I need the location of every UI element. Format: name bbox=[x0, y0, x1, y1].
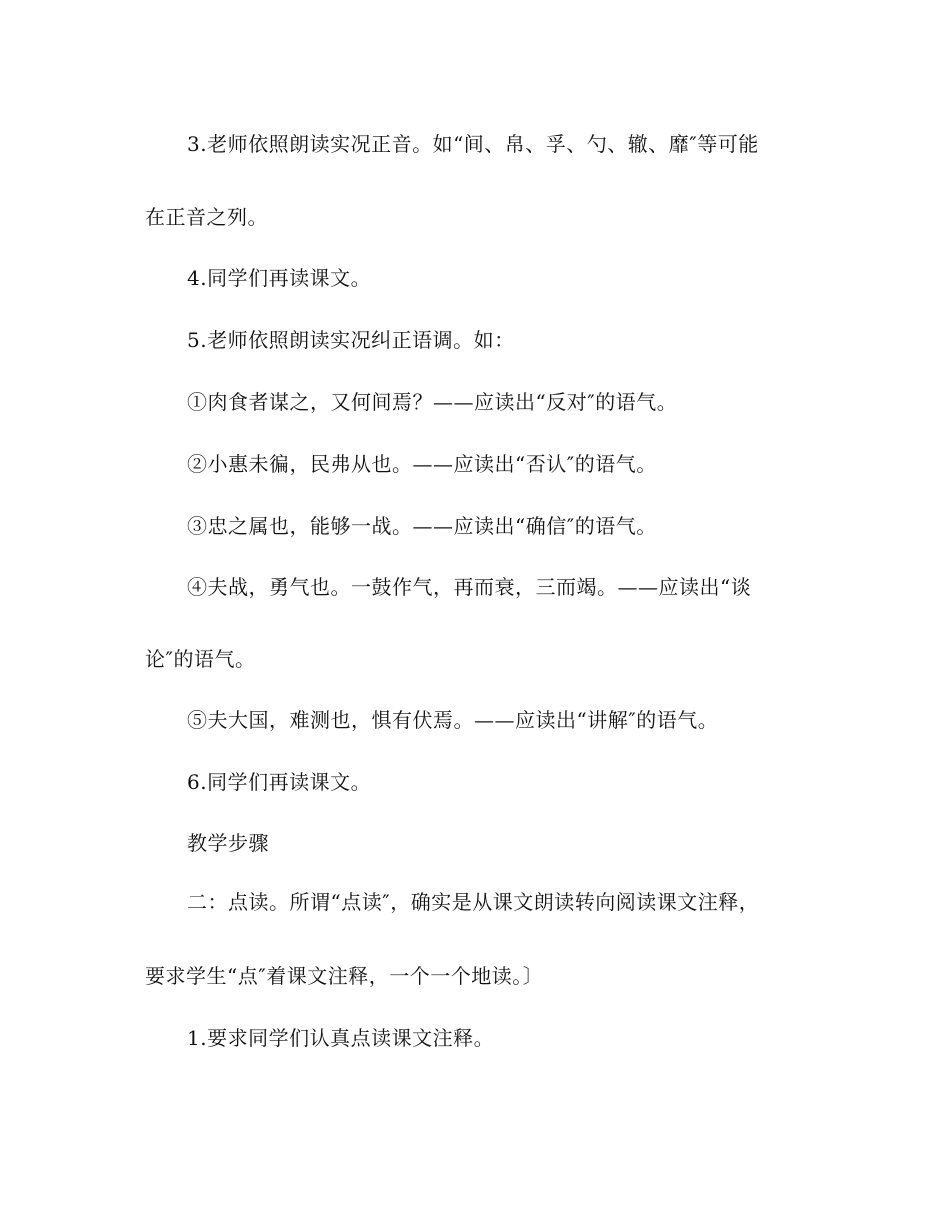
example-item-1: ①肉食者谋之，又何间焉？——应读出“反对″的语气。 bbox=[187, 390, 678, 414]
paragraph-step-1: 1.要求同学们认真点读课文注释。 bbox=[187, 1026, 495, 1050]
example-item-2: ②小惠未徧，民弗从也。——应读出“否认″的语气。 bbox=[187, 452, 657, 476]
paragraph-point-reading-line-1: 二：点读。所谓“点读″，确实是从课文朗读转向阅读课文注释， bbox=[187, 890, 760, 914]
paragraph-step-3-line-1: 3.老师依照朗读实况正音。如“间、帛、孚、勺、辙、靡″等可能 bbox=[187, 132, 759, 156]
paragraph-step-4: 4.同学们再读课文。 bbox=[187, 266, 372, 290]
example-item-4-line-1: ④夫战，勇气也。一鼓作气，再而衰，三而竭。——应读出“谈 bbox=[187, 575, 752, 599]
example-item-4-line-2: 论″的语气。 bbox=[145, 647, 256, 671]
paragraph-point-reading-line-2: 要求学生“点″着课文注释，一个一个地读。〕 bbox=[145, 964, 544, 988]
paragraph-step-6: 6.同学们再读课文。 bbox=[187, 770, 372, 794]
example-item-3: ③忠之属也，能够一战。——应读出“确信″的语气。 bbox=[187, 514, 657, 538]
paragraph-step-3-line-2: 在正音之列。 bbox=[145, 205, 268, 229]
example-item-5: ⑤夫大国，难测也，惧有伏焉。——应读出“讲解″的语气。 bbox=[187, 708, 719, 732]
section-heading: 教学步骤 bbox=[187, 831, 269, 855]
paragraph-step-5: 5.老师依照朗读实况纠正语调。如： bbox=[187, 328, 515, 352]
